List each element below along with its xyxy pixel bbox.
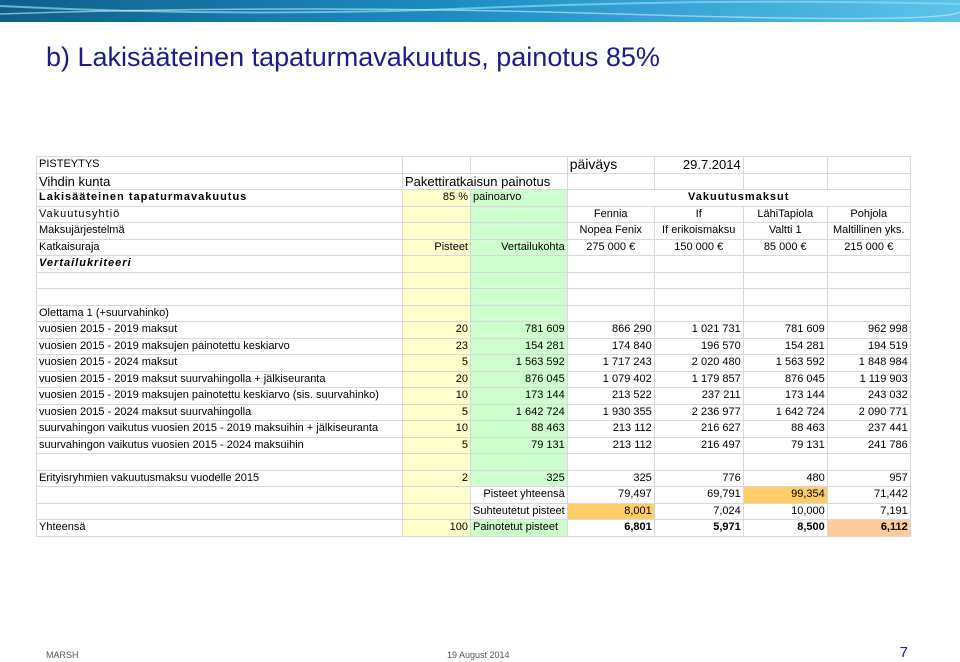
euro-icon: € <box>629 240 636 253</box>
municipality: Vihdin kunta <box>37 173 403 190</box>
weighted-label: Painotetut pisteet <box>471 520 568 537</box>
table-row <box>37 388 911 405</box>
euro-icon: € <box>717 240 724 253</box>
weighted-fennia: 6,801 <box>567 520 654 537</box>
insurer-fennia: Fennia <box>567 206 654 223</box>
weighted-lahitapiola: 8,500 <box>743 520 827 537</box>
table-row <box>37 355 911 372</box>
insurer-if: If <box>654 206 743 223</box>
row-label: vuosien 2015 - 2019 maksujen painotettu keskiarvo (sis. suurvahinko) <box>37 388 403 405</box>
bracket-lahitapiola: 85 000 <box>763 240 798 253</box>
header-row-insurers <box>37 206 911 223</box>
relative-lahitapiola: 10,000 <box>743 503 827 520</box>
row-if: 196 570 <box>654 338 743 355</box>
row-pohjola: 243 032 <box>827 388 910 405</box>
row-lahitapiola: 876 045 <box>743 371 827 388</box>
row-fennia: 213 522 <box>567 388 654 405</box>
bracket-label: Katkaisuraja <box>37 239 403 256</box>
row-ref: 1 563 592 <box>471 355 568 372</box>
euro-icon: € <box>800 240 807 253</box>
row-fennia: 1 079 402 <box>567 371 654 388</box>
risk-ref: 325 <box>471 470 568 487</box>
row-label: vuosien 2015 - 2019 maksut <box>37 322 403 339</box>
bracket-fennia: 275 000 <box>586 240 627 253</box>
row-points: 20 <box>403 322 471 339</box>
relative-points-row <box>37 503 911 520</box>
relative-pohjola: 7,191 <box>827 503 910 520</box>
row-label: suurvahingon vaikutus vuosien 2015 - 2019 maksuihin + jälkiseuranta <box>37 421 403 438</box>
system-if: If erikoismaksu <box>654 223 743 240</box>
insurer-label: Vakuutusyhtiö <box>37 206 403 223</box>
row-if: 2 236 977 <box>654 404 743 421</box>
row-ref: 876 045 <box>471 371 568 388</box>
total-points-if: 69,791 <box>654 487 743 504</box>
row-lahitapiola: 88 463 <box>743 421 827 438</box>
row-pohjola: 241 786 <box>827 437 910 454</box>
header-row-systems <box>37 223 911 240</box>
table-row <box>37 371 911 388</box>
package-label: Pakettiratkaisun painotus <box>403 173 568 190</box>
row-fennia: 213 112 <box>567 437 654 454</box>
row-if: 2 020 480 <box>654 355 743 372</box>
risk-fennia: 325 <box>567 470 654 487</box>
relative-label: Suhteutetut pisteet <box>471 503 568 520</box>
row-pohjola: 194 519 <box>827 338 910 355</box>
row-label: vuosien 2015 - 2024 maksut suurvahingolla <box>37 404 403 421</box>
row-lahitapiola: 781 609 <box>743 322 827 339</box>
system-pohjola: Maltillinen yks. <box>827 223 910 240</box>
assumption-label: Olettama 1 (+suurvahinko) <box>37 305 403 322</box>
header-row-brackets <box>37 239 911 256</box>
row-lahitapiola: 79 131 <box>743 437 827 454</box>
points-label: Pisteet <box>403 239 471 256</box>
table-row <box>37 421 911 438</box>
table-row <box>37 322 911 339</box>
row-label: suurvahingon vaikutus vuosien 2015 - 2024 maksuihin <box>37 437 403 454</box>
scoring-table <box>36 156 911 537</box>
row-if: 216 627 <box>654 421 743 438</box>
table-row <box>37 437 911 454</box>
row-lahitapiola: 1 642 724 <box>743 404 827 421</box>
page-number: 7 <box>899 644 908 661</box>
table-row <box>37 338 911 355</box>
row-fennia: 1 717 243 <box>567 355 654 372</box>
assumption-row <box>37 305 911 322</box>
risk-row <box>37 470 911 487</box>
row-fennia: 174 840 <box>567 338 654 355</box>
system-fennia: Nopea Fenix <box>567 223 654 240</box>
row-ref: 781 609 <box>471 322 568 339</box>
footer-date: 19 August 2014 <box>447 650 510 660</box>
table-row <box>37 404 911 421</box>
row-if: 1 179 857 <box>654 371 743 388</box>
system-lahitapiola: Valtti 1 <box>743 223 827 240</box>
row-lahitapiola: 1 563 592 <box>743 355 827 372</box>
row-if: 1 021 731 <box>654 322 743 339</box>
row-if: 216 497 <box>654 437 743 454</box>
row-pohjola: 237 441 <box>827 421 910 438</box>
row-ref: 1 642 724 <box>471 404 568 421</box>
date-value: 29.7.2014 <box>654 157 743 174</box>
insurance-type: Lakisääteinen tapaturmavakuutus <box>37 190 403 207</box>
reference-label: Vertailukohta <box>471 239 568 256</box>
footer-brand: MARSH <box>46 650 79 660</box>
total-points-label: Pisteet yhteensä <box>471 487 568 504</box>
relative-if: 7,024 <box>654 503 743 520</box>
row-points: 5 <box>403 355 471 372</box>
bracket-if: 150 000 <box>674 240 715 253</box>
row-label: vuosien 2015 - 2019 maksut suurvahingolla + jälkiseuranta <box>37 371 403 388</box>
row-pohjola: 1 848 984 <box>827 355 910 372</box>
risk-label: Erityisryhmien vakuutusmaksu vuodelle 2015 <box>37 470 403 487</box>
pisteytys-heading: PISTEYTYS <box>37 157 403 174</box>
total-points-fennia: 79,497 <box>567 487 654 504</box>
row-lahitapiola: 173 144 <box>743 388 827 405</box>
row-points: 23 <box>403 338 471 355</box>
risk-points: 2 <box>403 470 471 487</box>
row-ref: 79 131 <box>471 437 568 454</box>
insurer-lahitapiola: LähiTapiola <box>743 206 827 223</box>
top-decoration-bar <box>0 0 960 22</box>
relative-fennia: 8,001 <box>567 503 654 520</box>
row-fennia: 866 290 <box>567 322 654 339</box>
row-ref: 154 281 <box>471 338 568 355</box>
system-label: Maksujärjestelmä <box>37 223 403 240</box>
row-lahitapiola: 154 281 <box>743 338 827 355</box>
total-label: Yhteensä <box>37 520 403 537</box>
total-points-lahitapiola: 99,354 <box>743 487 827 504</box>
weight-label: painoarvo <box>471 190 568 207</box>
row-fennia: 1 930 355 <box>567 404 654 421</box>
row-label: vuosien 2015 - 2024 maksut <box>37 355 403 372</box>
row-pohjola: 2 090 771 <box>827 404 910 421</box>
row-ref: 88 463 <box>471 421 568 438</box>
criteria-heading-row <box>37 256 911 273</box>
euro-icon: € <box>887 240 894 253</box>
weighted-points-row <box>37 520 911 537</box>
risk-pohjola: 957 <box>827 470 910 487</box>
row-pohjola: 962 998 <box>827 322 910 339</box>
row-points: 20 <box>403 371 471 388</box>
row-points: 10 <box>403 421 471 438</box>
row-pohjola: 1 119 903 <box>827 371 910 388</box>
weight-value: 85 % <box>403 190 471 207</box>
risk-lahitapiola: 480 <box>743 470 827 487</box>
row-points: 5 <box>403 404 471 421</box>
date-label: päiväys <box>567 157 654 174</box>
risk-if: 776 <box>654 470 743 487</box>
premiums-label: Vakuutusmaksut <box>567 190 910 207</box>
weighted-if: 5,971 <box>654 520 743 537</box>
row-label: vuosien 2015 - 2019 maksujen painotettu keskiarvo <box>37 338 403 355</box>
row-fennia: 213 112 <box>567 421 654 438</box>
row-if: 237 211 <box>654 388 743 405</box>
row-points: 5 <box>403 437 471 454</box>
total-value: 100 <box>403 520 471 537</box>
slide-title: b) Lakisääteinen tapaturmavakuutus, painotus 85% <box>46 42 660 72</box>
header-row-insurance-type <box>37 190 911 207</box>
header-row-pisteytys <box>37 157 911 174</box>
total-points-row <box>37 487 911 504</box>
row-ref: 173 144 <box>471 388 568 405</box>
weighted-pohjola: 6,112 <box>827 520 910 537</box>
total-points-pohjola: 71,442 <box>827 487 910 504</box>
bracket-pohjola: 215 000 <box>844 240 885 253</box>
insurer-pohjola: Pohjola <box>827 206 910 223</box>
criteria-label: Vertailukriteeri <box>37 256 403 273</box>
header-row-municipality <box>37 173 911 190</box>
row-points: 10 <box>403 388 471 405</box>
